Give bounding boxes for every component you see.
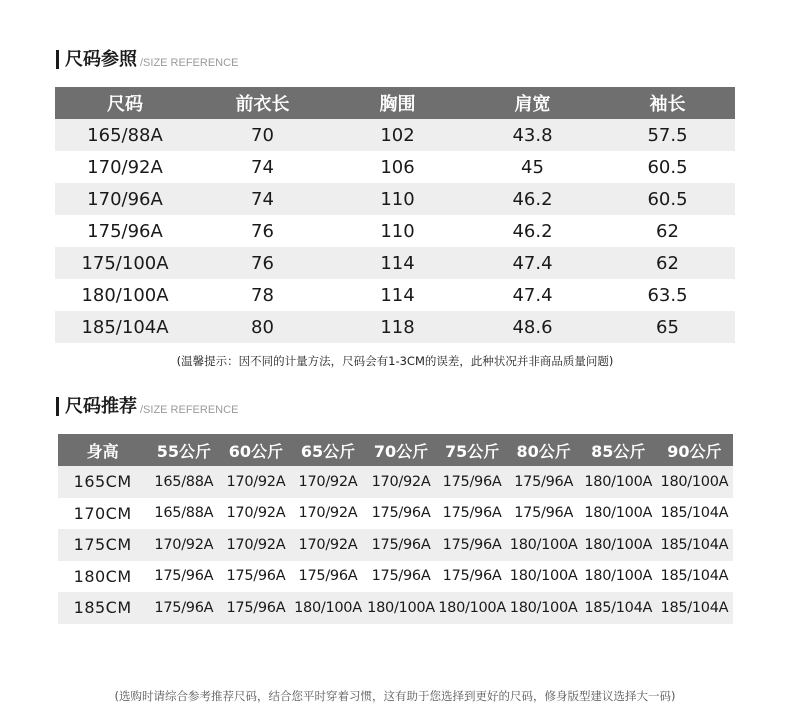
rec-table-cell: 175/96A	[365, 561, 438, 593]
rec-table-cell: 185/104A	[656, 561, 733, 593]
rec-table-cell: 185/104A	[581, 592, 656, 624]
rec-table-cell: 175/96A	[220, 561, 291, 593]
rec-table-cell: 180/100A	[656, 466, 733, 498]
size-table-row	[55, 279, 735, 311]
rec-table-cell: 175/96A	[291, 561, 364, 593]
size-table-cell: 175/100A	[55, 247, 195, 279]
rec-table-row	[58, 466, 733, 498]
rec-table-cell: 165CM	[58, 466, 147, 498]
purchase-advice-footer: (选购时请综合参考推荐尺码，结合您平时穿着习惯，这有助于您选择到更好的尺码，修身版型建议选择大一码)	[114, 689, 676, 703]
size-table-cell: 110	[330, 183, 465, 215]
size-table-cell: 165/88A	[55, 119, 195, 151]
size-table-cell: 114	[330, 247, 465, 279]
size-table-cell: 76	[195, 247, 330, 279]
rec-table-cell: 180/100A	[365, 592, 438, 624]
size-table-row	[55, 119, 735, 151]
size-table-cell: 60.5	[600, 183, 735, 215]
rec-table-cell: 170/92A	[220, 466, 291, 498]
size-table-cell: 46.2	[465, 215, 600, 247]
rec-table-cell: 175/96A	[147, 592, 220, 624]
size-table-cell: 63.5	[600, 279, 735, 311]
rec-table-cell: 170/92A	[365, 466, 438, 498]
heading-bar	[56, 397, 59, 416]
size-table-cell: 118	[330, 311, 465, 343]
rec-table-cell: 170/92A	[220, 498, 291, 530]
size-table-cell: 106	[330, 151, 465, 183]
rec-table-cell: 175/96A	[438, 529, 507, 561]
rec-table-cell: 165/88A	[147, 498, 220, 530]
rec-table-header-row	[58, 434, 733, 466]
size-table-header-cell: 前衣长	[195, 87, 330, 119]
rec-table-row	[58, 529, 733, 561]
rec-table-cell: 170/92A	[220, 529, 291, 561]
rec-table-row	[58, 561, 733, 593]
rec-table-cell: 180/100A	[507, 561, 581, 593]
measurement-note: (温馨提示：因不同的计量方法，尺码会有1-3CM的误差，此种状况并非商品质量问题)	[176, 354, 614, 368]
rec-table-row	[58, 498, 733, 530]
size-table-row	[55, 151, 735, 183]
size-table-cell: 47.4	[465, 279, 600, 311]
size-table-header-cell: 尺码	[55, 87, 195, 119]
size-recommendation-title: 尺码推荐	[65, 396, 137, 417]
rec-table-header-cell: 55公斤	[147, 434, 220, 466]
rec-table-cell: 175/96A	[147, 561, 220, 593]
rec-table-cell: 180/100A	[581, 466, 656, 498]
size-table-cell: 60.5	[600, 151, 735, 183]
rec-table-header-cell: 85公斤	[581, 434, 656, 466]
size-table-cell: 175/96A	[55, 215, 195, 247]
size-table-cell: 170/92A	[55, 151, 195, 183]
rec-table-header-cell: 75公斤	[438, 434, 507, 466]
size-table-cell: 47.4	[465, 247, 600, 279]
rec-table-cell: 170/92A	[147, 529, 220, 561]
size-table-row	[55, 311, 735, 343]
size-recommendation-subtitle: /SIZE REFERENCE	[140, 404, 239, 416]
rec-table-header-cell: 70公斤	[365, 434, 438, 466]
size-table-cell: 180/100A	[55, 279, 195, 311]
rec-table-cell: 180/100A	[507, 529, 581, 561]
size-table-row	[55, 183, 735, 215]
size-table-cell: 78	[195, 279, 330, 311]
size-reference-heading	[56, 49, 238, 71]
size-table-cell: 46.2	[465, 183, 600, 215]
rec-table-cell: 185/104A	[656, 498, 733, 530]
rec-table-cell: 180/100A	[581, 561, 656, 593]
rec-table-cell: 185CM	[58, 592, 147, 624]
size-table-cell: 43.8	[465, 119, 600, 151]
size-recommendation-table	[58, 434, 733, 624]
rec-table-cell: 175CM	[58, 529, 147, 561]
rec-table-header-cell: 90公斤	[656, 434, 733, 466]
rec-table-cell: 175/96A	[438, 561, 507, 593]
size-recommendation-heading	[56, 396, 238, 418]
size-table-cell: 62	[600, 215, 735, 247]
rec-table-cell: 185/104A	[656, 529, 733, 561]
size-table-cell: 76	[195, 215, 330, 247]
rec-table-cell: 185/104A	[656, 592, 733, 624]
rec-table-header-cell: 60公斤	[220, 434, 291, 466]
rec-table-cell: 175/96A	[507, 498, 581, 530]
rec-table-cell: 175/96A	[507, 466, 581, 498]
size-table-cell: 70	[195, 119, 330, 151]
size-table-header-cell: 袖长	[600, 87, 735, 119]
rec-table-header-cell: 65公斤	[291, 434, 364, 466]
size-table-cell: 185/104A	[55, 311, 195, 343]
rec-table-cell: 175/96A	[438, 466, 507, 498]
rec-table-cell: 165/88A	[147, 466, 220, 498]
rec-table-row	[58, 592, 733, 624]
rec-table-cell: 175/96A	[365, 529, 438, 561]
rec-table-header-cell: 80公斤	[507, 434, 581, 466]
size-table-cell: 74	[195, 183, 330, 215]
rec-table-cell: 180/100A	[581, 529, 656, 561]
rec-table-cell: 170CM	[58, 498, 147, 530]
size-table-cell: 74	[195, 151, 330, 183]
rec-table-cell: 170/92A	[291, 529, 364, 561]
rec-table-cell: 180/100A	[291, 592, 364, 624]
rec-table-header-cell: 身高	[58, 434, 147, 466]
rec-table-cell: 175/96A	[365, 498, 438, 530]
size-table-row	[55, 215, 735, 247]
rec-table-cell: 175/96A	[220, 592, 291, 624]
size-table-header-cell: 肩宽	[465, 87, 600, 119]
rec-table-cell: 170/92A	[291, 466, 364, 498]
size-reference-subtitle: /SIZE REFERENCE	[140, 57, 239, 69]
rec-table-cell: 180CM	[58, 561, 147, 593]
rec-table-cell: 180/100A	[438, 592, 507, 624]
rec-table-cell: 180/100A	[507, 592, 581, 624]
size-table-header-cell: 胸围	[330, 87, 465, 119]
size-table-cell: 170/96A	[55, 183, 195, 215]
size-table-cell: 48.6	[465, 311, 600, 343]
rec-table-cell: 180/100A	[581, 498, 656, 530]
size-table-row	[55, 247, 735, 279]
size-table-cell: 102	[330, 119, 465, 151]
size-table-cell: 62	[600, 247, 735, 279]
size-table-cell: 65	[600, 311, 735, 343]
size-reference-table	[55, 87, 735, 343]
size-table-cell: 80	[195, 311, 330, 343]
size-table-cell: 110	[330, 215, 465, 247]
size-table-header-row	[55, 87, 735, 119]
rec-table-cell: 175/96A	[438, 498, 507, 530]
size-table-cell: 57.5	[600, 119, 735, 151]
rec-table-cell: 170/92A	[291, 498, 364, 530]
size-table-cell: 114	[330, 279, 465, 311]
size-table-cell: 45	[465, 151, 600, 183]
size-reference-title: 尺码参照	[65, 49, 137, 70]
heading-bar	[56, 50, 59, 69]
